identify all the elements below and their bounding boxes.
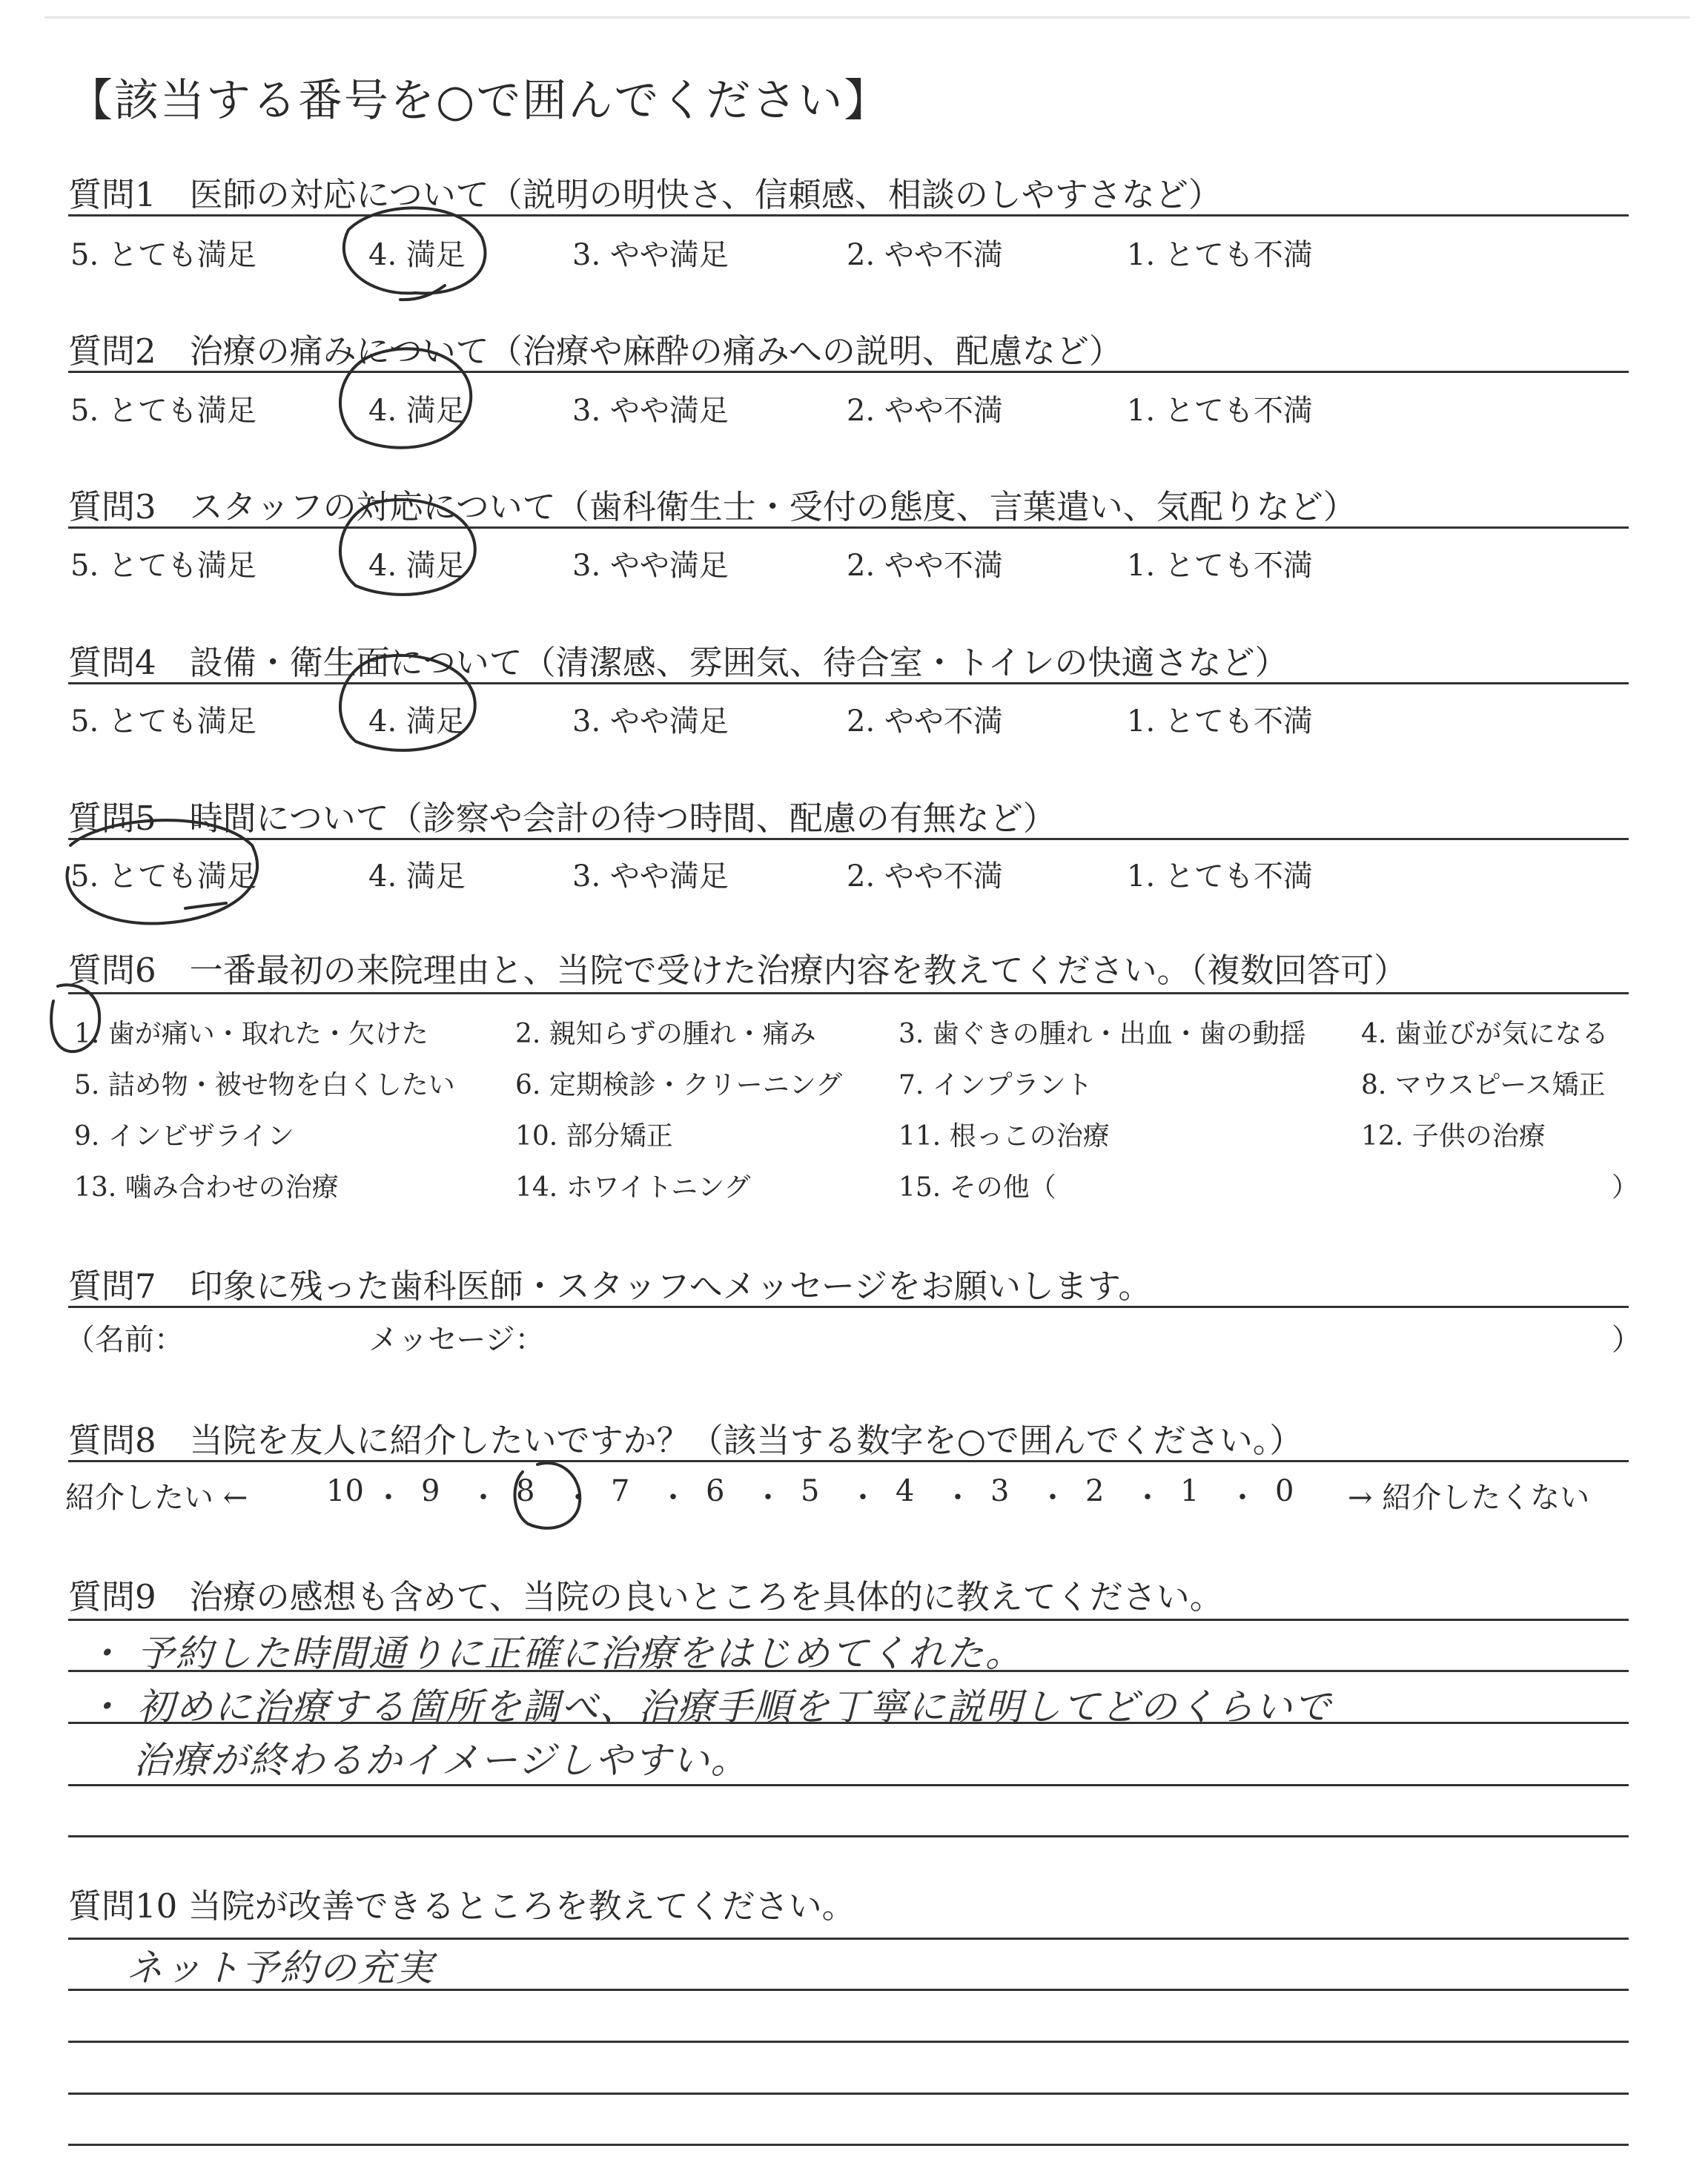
q10-answer-line-1: ネット予約の充実 — [126, 1946, 434, 1989]
q8-scale-separator: ・ — [374, 1481, 403, 1515]
q9-answer-line-1: ・ 予約した時間通りに正確に治療をはじめてくれた。 — [85, 1632, 1024, 1675]
q3-option-3[interactable]: 3. やや満足 — [572, 549, 729, 583]
question-2-text: 質問2 治療の痛みについて（治療や麻酔の痛みへの説明、配慮など） — [68, 331, 1122, 371]
q6-option-10[interactable]: 10. 部分矯正 — [515, 1121, 673, 1152]
q3-option-1[interactable]: 1. とても不満 — [1127, 549, 1313, 583]
q8-scale-separator: ・ — [943, 1481, 973, 1515]
q8-scale-separator: ・ — [469, 1481, 498, 1515]
q4-option-2[interactable]: 2. やや不満 — [847, 704, 1003, 739]
question-7-text: 質問7 印象に残った歯科医師・スタッフへメッセージをお願いします。 — [68, 1266, 1152, 1306]
form-title: 【該当する番号を○で囲んでください】 — [68, 75, 890, 127]
q6-option-4[interactable]: 4. 歯並びが気になる — [1361, 1019, 1609, 1049]
q6-option-1[interactable]: 1. 歯が痛い・取れた・欠けた — [74, 1019, 428, 1049]
question-2-rule — [68, 371, 1629, 373]
q6-option-14[interactable]: 14. ホワイトニング — [515, 1172, 751, 1203]
q4-option-3[interactable]: 3. やや満足 — [572, 704, 729, 739]
q7-close-paren: ） — [1612, 1323, 1641, 1357]
question-4-rule — [68, 682, 1629, 684]
q8-scale-2[interactable]: 2 — [1085, 1474, 1105, 1508]
q4-option-4[interactable]: 4. 満足 — [368, 704, 466, 739]
question-5-rule — [68, 838, 1629, 840]
q8-scale-9[interactable]: 9 — [421, 1474, 440, 1508]
q6-option-3[interactable]: 3. 歯ぐきの腫れ・出血・歯の動揺 — [898, 1019, 1306, 1049]
q6-other-close-paren: ） — [1612, 1172, 1639, 1203]
question-5-text: 質問5 時間について（診察や会計の待つ時間、配慮の有無など） — [68, 799, 1056, 838]
question-6-rule — [68, 992, 1629, 994]
q8-right-label: → 紹介したくない — [1348, 1481, 1590, 1515]
q5-option-2[interactable]: 2. やや不満 — [847, 859, 1003, 894]
q8-scale-separator: ・ — [848, 1481, 878, 1515]
q7-name-label: （名前： — [65, 1323, 184, 1357]
question-4-text: 質問4 設備・衛生面について（清潔感、雰囲気、待合室・トイレの快適さなど） — [68, 643, 1288, 682]
q4-option-1[interactable]: 1. とても不満 — [1127, 704, 1313, 739]
q6-option-11[interactable]: 11. 根っこの治療 — [898, 1121, 1110, 1152]
q2-option-3[interactable]: 3. やや満足 — [572, 394, 729, 428]
question-8-text: 質問8 当院を友人に紹介したいですか？（該当する数字を○で囲んでください。） — [68, 1421, 1303, 1460]
q8-scale-separator: ・ — [1228, 1481, 1257, 1515]
q2-option-2[interactable]: 2. やや不満 — [847, 394, 1003, 428]
q6-option-13[interactable]: 13. 噛み合わせの治療 — [74, 1172, 339, 1203]
q9-line-1 — [68, 1619, 1629, 1621]
q8-scale-4[interactable]: 4 — [896, 1474, 915, 1508]
q6-option-5[interactable]: 5. 詰め物・被せ物を白くしたい — [74, 1070, 455, 1100]
q3-option-5[interactable]: 5. とても満足 — [70, 549, 256, 583]
q9-line-4 — [68, 1784, 1629, 1786]
q8-scale-10[interactable]: 10 — [326, 1474, 364, 1508]
question-9-text: 質問9 治療の感想も含めて、当院の良いところを具体的に教えてください。 — [68, 1577, 1223, 1616]
q5-option-5[interactable]: 5. とても満足 — [70, 859, 256, 894]
q1-option-2[interactable]: 2. やや不満 — [847, 238, 1003, 272]
q10-line-5 — [68, 2144, 1629, 2146]
q8-scale-separator: ・ — [1133, 1481, 1162, 1515]
q8-scale-0[interactable]: 0 — [1275, 1474, 1294, 1508]
question-6-text: 質問6 一番最初の来院理由と、当院で受けた治療内容を教えてください。（複数回答可） — [68, 951, 1408, 990]
q8-scale-7[interactable]: 7 — [611, 1474, 630, 1508]
q6-option-7[interactable]: 7. インプラント — [898, 1070, 1093, 1100]
q8-scale-6[interactable]: 6 — [706, 1474, 725, 1508]
question-10-text: 質問10 当院が改善できるところを教えてください。 — [68, 1886, 855, 1926]
q6-option-9[interactable]: 9. インビザライン — [74, 1121, 294, 1152]
q6-option-6[interactable]: 6. 定期検診・クリーニング — [515, 1070, 843, 1100]
q3-option-4[interactable]: 4. 満足 — [368, 549, 466, 583]
question-1-text: 質問1 医師の対応について（説明の明快さ、信頼感、相談のしやすさなど） — [68, 175, 1222, 214]
q1-option-5[interactable]: 5. とても満足 — [70, 238, 256, 272]
q10-line-4 — [68, 2093, 1629, 2095]
q8-scale-separator: ・ — [658, 1481, 688, 1515]
question-7-rule — [68, 1306, 1629, 1308]
page-top-edge — [44, 16, 1690, 19]
q1-option-1[interactable]: 1. とても不満 — [1127, 238, 1313, 272]
q7-message-label: メッセージ： — [368, 1323, 545, 1357]
q6-option-12[interactable]: 12. 子供の治療 — [1361, 1121, 1546, 1152]
q8-scale-3[interactable]: 3 — [990, 1474, 1010, 1508]
q10-line-3 — [68, 2041, 1629, 2043]
question-1-rule — [68, 214, 1629, 217]
q2-option-5[interactable]: 5. とても満足 — [70, 394, 256, 428]
q5-option-4[interactable]: 4. 満足 — [368, 859, 466, 894]
q6-option-8[interactable]: 8. マウスピース矯正 — [1361, 1070, 1606, 1100]
question-3-text: 質問3 スタッフの対応について（歯科衛生士・受付の態度、言葉遣い、気配りなど） — [68, 487, 1357, 526]
q6-option-15[interactable]: 15. その他（ — [898, 1172, 1056, 1203]
q2-option-4[interactable]: 4. 満足 — [368, 394, 466, 428]
q2-option-1[interactable]: 1. とても不満 — [1127, 394, 1313, 428]
q9-answer-line-2: ・ 初めに治療する箇所を調べ、治療手順を丁寧に説明してどのくらいで — [85, 1685, 1332, 1728]
q8-scale-separator: ・ — [753, 1481, 783, 1515]
q8-left-label: 紹介したい ← — [65, 1481, 248, 1515]
q5-option-3[interactable]: 3. やや満足 — [572, 859, 729, 894]
q4-option-5[interactable]: 5. とても満足 — [70, 704, 256, 739]
q8-scale-5[interactable]: 5 — [801, 1474, 820, 1508]
question-8-rule — [68, 1460, 1629, 1462]
q8-scale-1[interactable]: 1 — [1180, 1474, 1199, 1508]
q6-option-2[interactable]: 2. 親知らずの腫れ・痛み — [515, 1019, 816, 1049]
q8-scale-8[interactable]: 8 — [516, 1474, 535, 1508]
q9-line-5 — [68, 1835, 1629, 1837]
q1-option-4[interactable]: 4. 満足 — [368, 238, 466, 272]
q8-scale-separator: ・ — [1038, 1481, 1068, 1515]
q5-option-1[interactable]: 1. とても不満 — [1127, 859, 1313, 894]
q9-answer-line-3: 治療が終わるかイメージしやすい。 — [133, 1739, 749, 1782]
q8-scale-separator: ・ — [563, 1481, 593, 1515]
q1-option-3[interactable]: 3. やや満足 — [572, 238, 729, 272]
question-3-rule — [68, 526, 1629, 529]
q3-option-2[interactable]: 2. やや不満 — [847, 549, 1003, 583]
